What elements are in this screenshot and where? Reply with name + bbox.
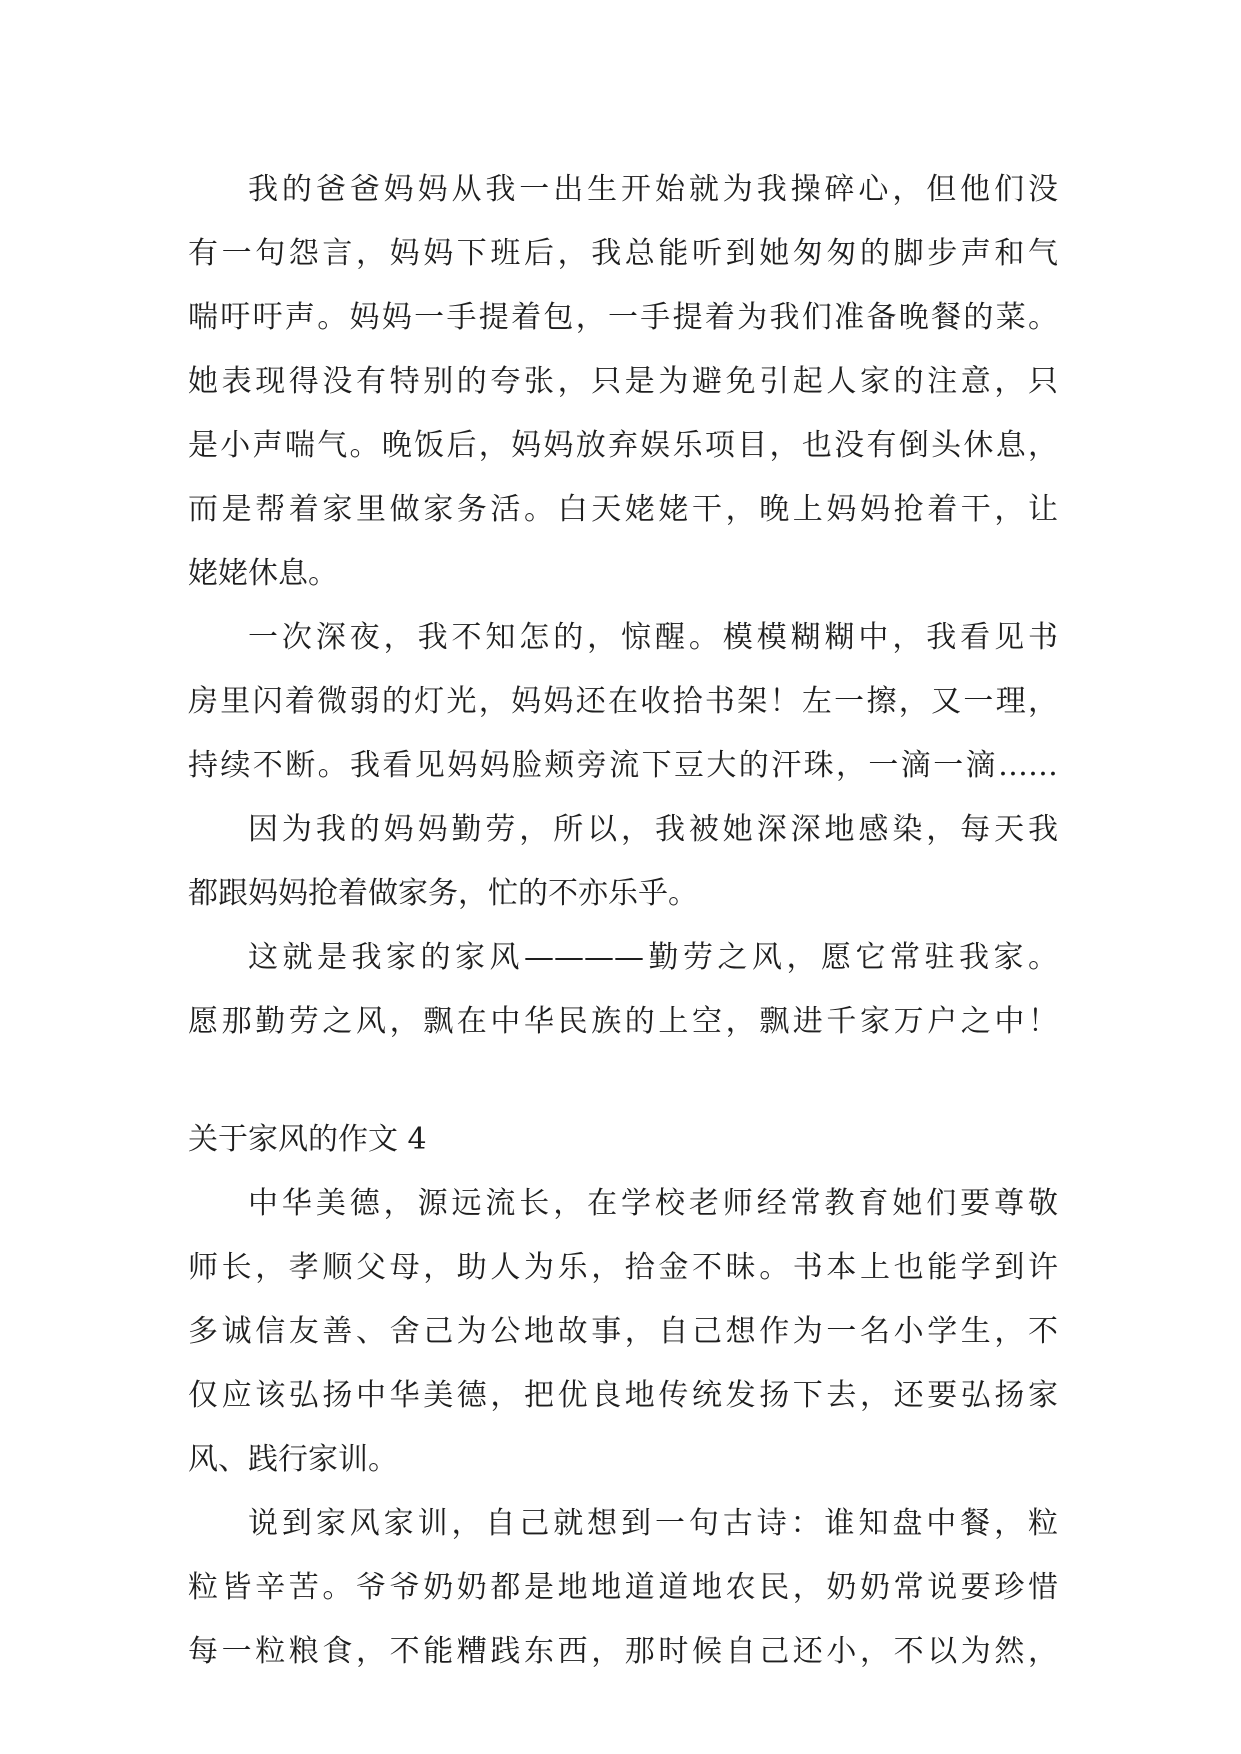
paragraph-line: 有一句怨言，妈妈下班后，我总能听到她匆匆的脚步声和气: [188, 236, 1058, 271]
paragraph-line: 愿那勤劳之风，飘在中华民族的上空，飘进千家万户之中！: [188, 1004, 1058, 1039]
paragraph-line: 中华美德，源远流长，在学校老师经常教育她们要尊敬: [248, 1186, 1058, 1221]
section-spacer: [188, 1054, 1058, 1108]
paragraph-3: [188, 798, 1058, 926]
paragraph-line: 说到家风家训，自己就想到一句古诗：谁知盘中餐，粒: [248, 1506, 1058, 1541]
paragraph-line: 风、践行家训。: [188, 1442, 398, 1477]
paragraph-line: 房里闪着微弱的灯光，妈妈还在收拾书架！左一擦，又一理，: [188, 684, 1058, 719]
paragraph-line: 都跟妈妈抢着做家务，忙的不亦乐乎。: [188, 876, 698, 911]
paragraph-line: 是小声喘气。晚饭后，妈妈放弃娱乐项目，也没有倒头休息，: [188, 428, 1058, 463]
document-body: [188, 158, 1058, 1684]
paragraph-1: [188, 158, 1058, 606]
paragraph-5: [188, 1172, 1058, 1492]
paragraph-line: 每一粒粮食，不能糟践东西，那时候自己还小，不以为然，: [188, 1634, 1058, 1669]
section-title: 关于家风的作文 4: [188, 1122, 427, 1157]
paragraph-line: 她表现得没有特别的夸张，只是为避免引起人家的注意，只: [188, 364, 1058, 399]
paragraph-line: 喘吁吁声。妈妈一手提着包，一手提着为我们准备晚餐的菜。: [188, 300, 1058, 335]
paragraph-6: [188, 1492, 1058, 1684]
paragraph-line: 因为我的妈妈勤劳，所以，我被她深深地感染，每天我: [248, 812, 1058, 847]
paragraph-line: 多诚信友善、舍己为公地故事，自己想作为一名小学生，不: [188, 1314, 1058, 1349]
paragraph-line: 粒皆辛苦。爷爷奶奶都是地地道道地农民，奶奶常说要珍惜: [188, 1570, 1058, 1605]
paragraph-line: 这就是我家的家风————勤劳之风，愿它常驻我家。: [248, 940, 1058, 975]
paragraph-line: 持续不断。我看见妈妈脸颊旁流下豆大的汗珠，一滴一滴……: [188, 748, 1058, 783]
paragraph-line: 我的爸爸妈妈从我一出生开始就为我操碎心，但他们没: [248, 172, 1058, 207]
paragraph-4: [188, 926, 1058, 1054]
paragraph-line: 姥姥休息。: [188, 556, 338, 591]
paragraph-line: 一次深夜，我不知怎的，惊醒。模模糊糊中，我看见书: [248, 620, 1058, 655]
paragraph-2: [188, 606, 1058, 798]
paragraph-line: 而是帮着家里做家务活。白天姥姥干，晚上妈妈抢着干，让: [188, 492, 1058, 527]
paragraph-line: 师长，孝顺父母，助人为乐，拾金不昧。书本上也能学到许: [188, 1250, 1058, 1285]
paragraph-line: 仅应该弘扬中华美德，把优良地传统发扬下去，还要弘扬家: [188, 1378, 1058, 1413]
